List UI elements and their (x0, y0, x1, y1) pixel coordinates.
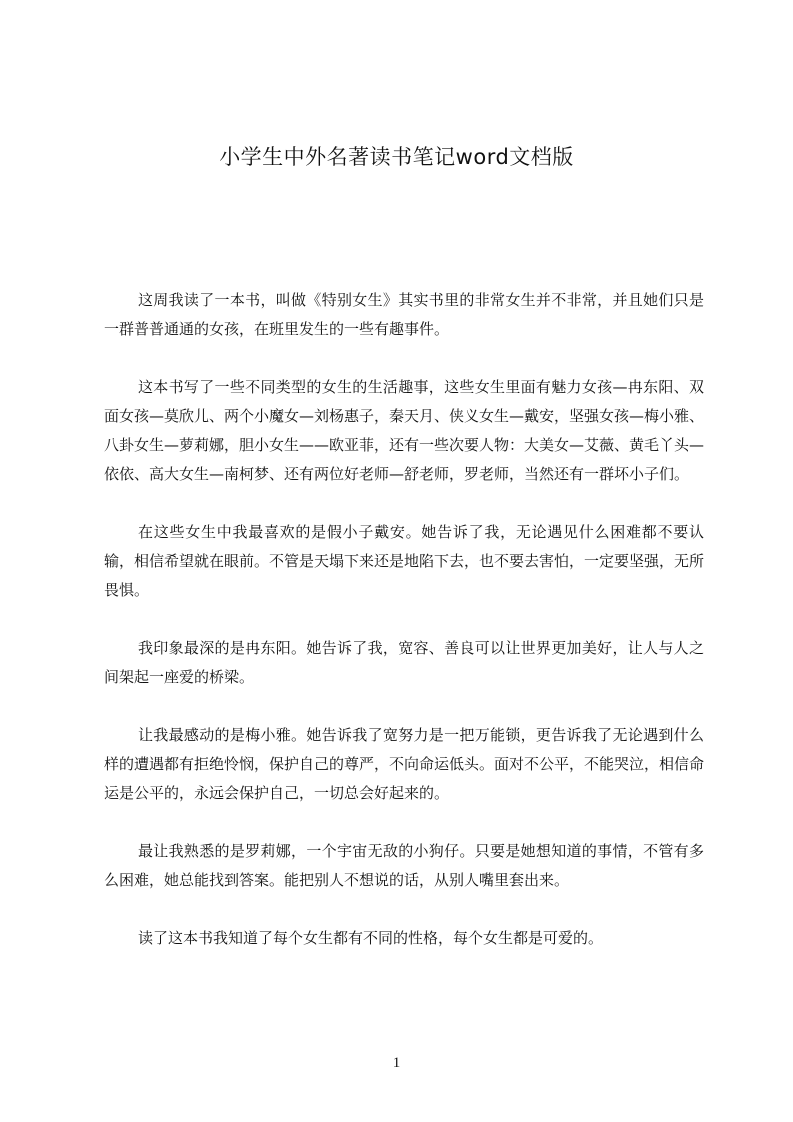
paragraph-5: 让我最感动的是梅小雅。她告诉我了宽努力是一把万能锁，更告诉我了无论遇到什么样的遭遇都有拒绝怜悯，保护自己的尊严，不向命运低头。面对不公平，不能哭泣，相信命运是公平的，永远会保护自己，一切总会好起来的。 (104, 726, 705, 802)
paragraph-6: 最让我熟悉的是罗莉娜，一个宇宙无敌的小狗仔。只要是她想知道的事情，不管有多么困难，她总能找到答案。能把别人不想说的话，从别人嘴里套出来。 (104, 842, 704, 889)
paragraph-4: 我印象最深的是冉东阳。她告诉了我，宽容、善良可以让世界更加美好，让人与人之间架起一座爱的桥梁。 (104, 639, 704, 686)
page-number: 1 (392, 1055, 401, 1071)
document-title: 小学生中外名著读书笔记word文档版 (219, 145, 574, 169)
paragraph-7: 读了这本书我知道了每个女生都有不同的性格，每个女生都是可爱的。 (138, 929, 604, 947)
paragraph-3: 在这些女生中我最喜欢的是假小子戴安。她告诉了我，无论遇见什么困难都不要认输，相信希望就在眼前。不管是天塌下来还是地陷下去，也不要去害怕，一定要坚强，无所畏惧。 (104, 523, 705, 599)
document-body (104, 286, 704, 982)
paragraph-2: 这本书写了一些不同类型的女生的生活趣事，这些女生里面有魅力女孩—冉东阳、双面女孩—莫欣儿、两个小魔女—刘杨惠子，秦天月、侠义女生—戴安，坚强女孩—梅小雅、八卦女生—萝莉娜，胆小女生——欧亚菲，还有一些次要人物：大美女—艾薇、黄毛丫头—依依、高大女生—南柯梦、还有两位好老师—舒老师，罗老师，当然还有一群坏小子们。 (104, 378, 705, 483)
paragraph-1: 这周我读了一本书，叫做《特别女生》其实书里的非常女生并不非常，并且她们只是一群普普通通的女孩，在班里发生的一些有趣事件。 (104, 291, 704, 338)
